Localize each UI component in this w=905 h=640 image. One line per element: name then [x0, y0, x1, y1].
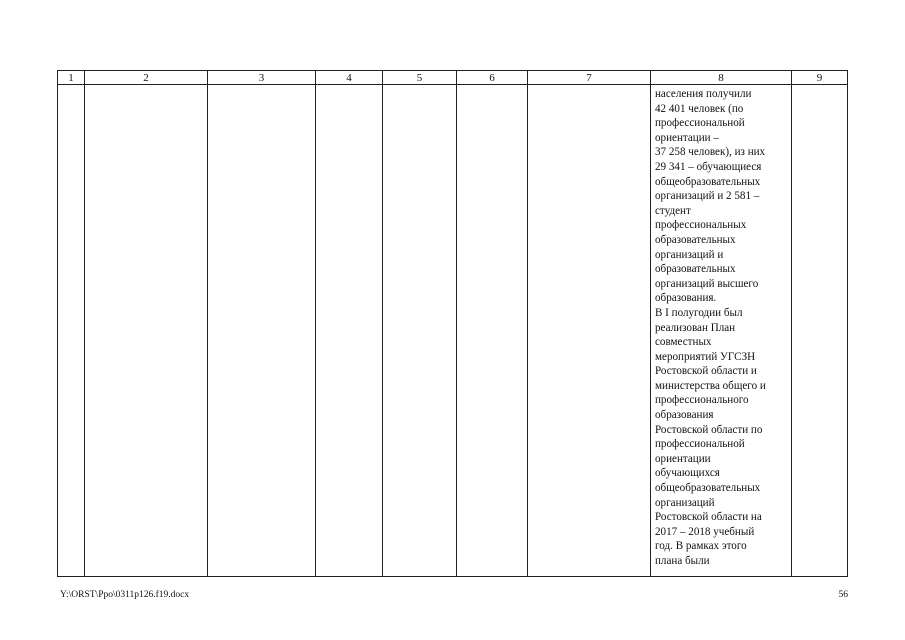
table-cell-4 — [316, 85, 383, 577]
cell-text-line: студент — [655, 204, 691, 217]
data-table — [57, 70, 848, 577]
cell-text-line: ориентации – — [655, 131, 719, 144]
column-header-3: 3 — [208, 71, 316, 85]
cell-text-line: обучающихся — [655, 467, 720, 480]
page-number: 56 — [838, 590, 848, 600]
table-cell-5 — [383, 85, 457, 577]
cell-text-line: образовательных — [655, 263, 736, 276]
table-cell-9 — [792, 85, 848, 577]
table-cell-6 — [457, 85, 528, 577]
cell-text-line: ориентации — [655, 452, 711, 465]
column-header-9: 9 — [792, 71, 848, 85]
cell-text-line: организаций и 2 581 – — [655, 190, 760, 203]
cell-text-line: организаций высшего — [655, 277, 759, 290]
cell-text-line: образования — [655, 409, 714, 422]
column-header-5: 5 — [383, 71, 457, 85]
cell-text-line: организаций — [655, 496, 715, 509]
cell-text-line: министерства общего и — [655, 379, 766, 392]
cell-text-line: В I полугодии был — [655, 306, 743, 319]
column-header-7: 7 — [528, 71, 651, 85]
cell-text-line: плана были — [655, 555, 710, 567]
cell-text-line: совместных — [655, 336, 712, 349]
cell-text-line: образовательных — [655, 233, 736, 246]
table-cell-1 — [58, 85, 85, 577]
cell-text-line: Ростовской области и — [655, 365, 757, 378]
cell-text-line: Ростовской области на — [655, 511, 762, 524]
cell-text-line: образования. — [655, 292, 717, 305]
cell-text-line: Ростовской области по — [655, 423, 763, 436]
cell-text-line: общеобразовательных — [655, 175, 761, 188]
cell-text-line: профессиональной — [655, 117, 745, 130]
column-header-2: 2 — [85, 71, 208, 85]
footer-file-path: Y:\ORST\Ppo\0311p126.f19.docx — [60, 590, 190, 600]
column-header-6: 6 — [457, 71, 528, 85]
cell-text-line: год. В рамках этого — [655, 540, 747, 553]
header-row — [58, 71, 848, 85]
table-cell-7 — [528, 85, 651, 577]
table-row — [58, 85, 848, 577]
cell-text-line: населения получили — [655, 88, 752, 100]
cell-text-line: реализован План — [655, 321, 736, 334]
table-cell-3 — [208, 85, 316, 577]
cell-text-line: общеобразовательных — [655, 482, 761, 495]
cell-text-line: 37 258 человек), из них — [655, 146, 766, 159]
column-header-8: 8 — [651, 71, 792, 85]
cell-text-line: 29 341 – обучающиеся — [655, 160, 762, 173]
cell-text-line: организаций и — [655, 248, 724, 261]
column-header-1: 1 — [58, 71, 85, 85]
cell-text-line: профессиональных — [655, 219, 747, 232]
table-cell-2 — [85, 85, 208, 577]
column-header-4: 4 — [316, 71, 383, 85]
cell-text-line: профессиональной — [655, 438, 745, 451]
cell-text-line: 42 401 человек (по — [655, 102, 744, 115]
cell-text-line: мероприятий УГСЗН — [655, 350, 756, 363]
cell-text-line: профессионального — [655, 394, 749, 407]
cell-text-line: 2017 – 2018 учебный — [655, 525, 755, 538]
table-cell-8 — [651, 85, 792, 577]
